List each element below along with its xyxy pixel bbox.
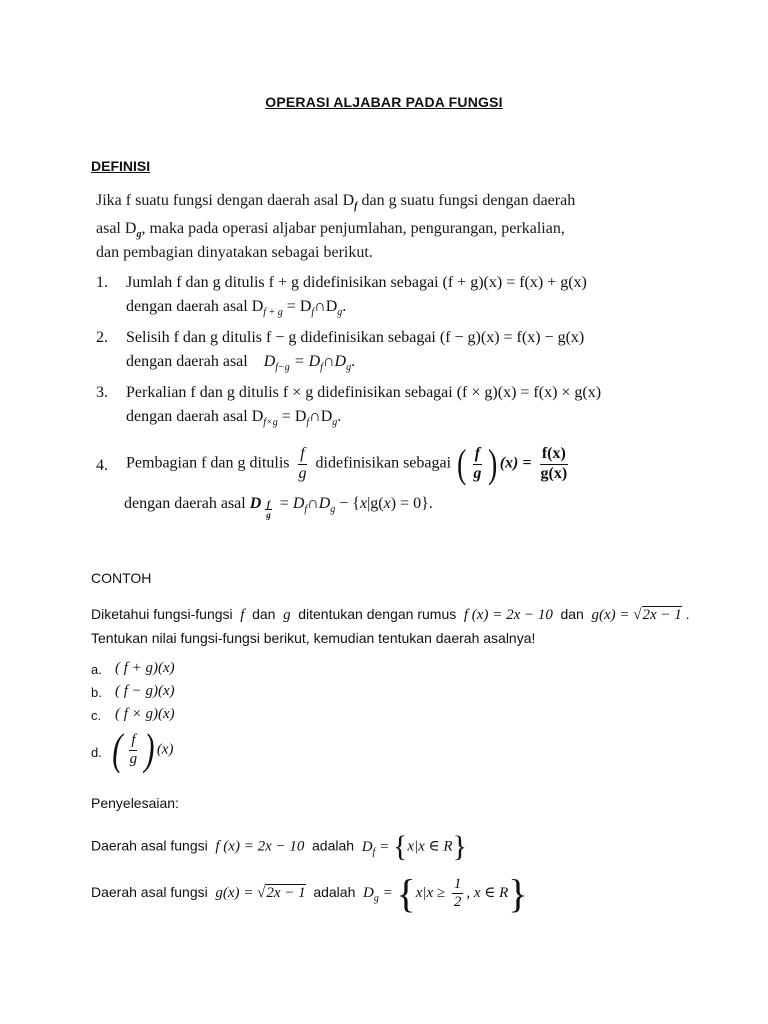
item-2-domain-text: dengan daerah asal (126, 353, 248, 370)
list-a-expr: ( f + g)(x) (115, 660, 175, 676)
definisi-intro-line1: Jika f suatu fungsi dengan daerah asal $D_f$ dan g suatu fungsi dengan daerah (96, 192, 576, 213)
contoh-heading: CONTOH (91, 570, 152, 586)
list-d-label: d. (91, 745, 102, 760)
list-b-expr: ( f − g)(x) (115, 683, 175, 699)
page-title: OPERASI ALJABAR PADA FUNGSI (265, 94, 503, 110)
item-4-lparen: ( (457, 441, 467, 486)
contoh-paragraph-2: Tentukan nilai fungsi-fungsi berikut, kemudian tentukan daerah asalnya! (91, 630, 536, 646)
intro-text-a: Jika f suatu fungsi dengan daerah asal D (96, 192, 355, 209)
item-4-fraction-3: $\frac{f(x)}{g(x)}$ (540, 445, 568, 482)
intro-text-b: dan g suatu fungsi dengan daerah (361, 192, 576, 209)
penyelesaian-line1: Daerah asal fungsi f (x) = 2x − 10 adalah $D_f = \{x|x$ ∈ R} (91, 830, 467, 863)
contoh-text-b: dan (252, 606, 276, 622)
item-2-line2: dengan daerah asal $D_{f-g}$ = $D_f\cap D_g$. (126, 353, 356, 374)
definisi-heading: DEFINISI (91, 158, 151, 174)
list-d-expr: ( $\frac{f}{g}$ ) (x) (112, 725, 174, 774)
item-1-line1: Jumlah f dan g ditulis f + g didefinisikan sebagai (f + g)(x) = f(x) + g(x) (126, 274, 587, 291)
list-c-expr: ( f × g)(x) (115, 706, 175, 722)
item-4-number: 4. (96, 457, 108, 474)
penyelesaian-line1-text: Daerah asal fungsi (91, 837, 208, 854)
penyelesaian-heading: Penyelesaian: (91, 795, 179, 811)
penyelesaian-line2-text: Daerah asal fungsi (91, 884, 208, 901)
item-2-line1: Selisih f dan g ditulis f − g didefinisikan sebagai (f − g)(x) = f(x) − g(x) (126, 329, 585, 346)
definisi-intro-line2: asal $D_g$, maka pada operasi aljabar penjumlahan, pengurangan, perkalian, (96, 220, 565, 241)
item-4-domain-text: dengan daerah asal (124, 495, 246, 512)
penyelesaian-line1-adalah: adalah (312, 837, 355, 854)
item-4-line1: Pembagian f dan g ditulis $\frac{f}{g}$ didefinisikan sebagai ( $\frac{f}{g}$ ) (x) = $\frac{f(x)}{g(x)}$ (126, 441, 568, 486)
contoh-paragraph-1: Diketahui fungsi-fungsi f dan g ditentukan dengan rumus f (x) = 2x − 10 dan g(x) = √2x − 1 . (91, 606, 690, 623)
item-1-line2: dengan daerah asal $D_{f + g}$ = $D_f\cap D_g$. (126, 298, 347, 319)
intro-text-d: , maka pada operasi aljabar penjumlahan, pengurangan, perkalian, (141, 220, 565, 237)
list-c-label: c. (91, 708, 102, 723)
penyelesaian-line2-adalah: adalah (313, 884, 356, 901)
list-b-label: b. (91, 685, 102, 700)
item-4-text-b: didefinisikan sebagai (315, 454, 452, 472)
penyelesaian-line2: Daerah asal fungsi g(x) = √2x − 1 adalah $D_g = \{x|x$ ≥ $\frac{1}{2}$ , x ∈ R} (91, 871, 528, 916)
item-4-text-a: Pembagian f dan g ditulis (126, 454, 290, 472)
item-1-number: 1. (96, 274, 108, 291)
item-3-domain-text: dengan daerah asal D (126, 408, 264, 425)
contoh-text-d: dan (560, 606, 584, 622)
item-4-fraction-2: $\frac{f}{g}$ (473, 445, 482, 482)
item-4-rparen: ) (488, 441, 498, 486)
item-3-line2: dengan daerah asal $D_{f\times g}$ = $D_f\cap D_g$. (126, 408, 342, 429)
item-1-domain-text: dengan daerah asal D (126, 298, 264, 315)
item-3-line1: Perkalian f dan g ditulis f × g didefinisikan sebagai (f × g)(x) = f(x) × g(x) (126, 384, 602, 401)
item-4-fraction: $\frac{f}{g}$ (298, 445, 307, 482)
contoh-text-a: Diketahui fungsi-fungsi (91, 606, 233, 622)
item-4-line2: dengan daerah asal D $_{\frac{f}{g}}$ = $D_f\cap D_g - \{x|g(x) = 0\}$. (124, 495, 433, 521)
contoh-text-c: ditentukan dengan rumus (298, 606, 457, 622)
list-a-label: a. (91, 662, 102, 677)
intro-text-c: asal D (96, 220, 137, 237)
item-2-number: 2. (96, 329, 108, 346)
item-3-number: 3. (96, 384, 108, 401)
definisi-intro-line3: dan pembagian dinyatakan sebagai berikut. (96, 244, 373, 261)
